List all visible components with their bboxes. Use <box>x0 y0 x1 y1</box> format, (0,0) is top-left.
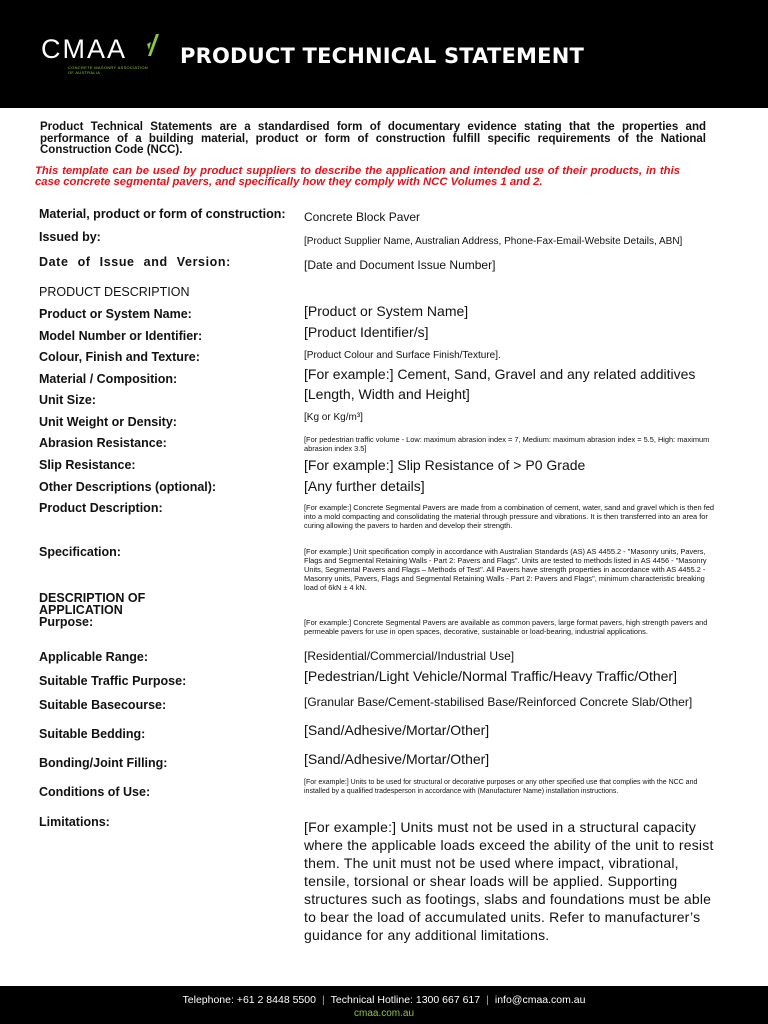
cmaa-logo <box>41 34 161 84</box>
footer-email-link[interactable]: info@cmaa.com.au <box>494 994 586 1006</box>
basecourse-label: Suitable Basecourse: <box>39 698 167 712</box>
intro-paragraph: Product Technical Statements are a standardised form of documentary evidence stating that the properties and performance of a building material, product or form of construction fulfill specific requirements of the National Construction Code (NCC). <box>40 121 706 156</box>
purpose-value: [For example:] Concrete Segmental Pavers are available as common pavers, large format pavers, high strength pavers and permeable pavers for use in open spaces, decorative, sustainable or load-bearing, industrial applications. <box>304 618 708 636</box>
issued-by-value: [Product Supplier Name, Australian Address, Phone-Fax-Email-Website Details, ABN] <box>304 236 683 247</box>
model-value: [Product Identifier/s] <box>304 324 429 340</box>
product-description-heading: PRODUCT DESCRIPTION <box>39 285 190 299</box>
issued-by-label: Issued by: <box>39 230 101 244</box>
colour-label: Colour, Finish and Texture: <box>39 350 200 364</box>
page-title: PRODUCT TECHNICAL STATEMENT <box>180 44 584 68</box>
colour-value: [Product Colour and Surface Finish/Texture]. <box>304 350 501 361</box>
slip-value: [For example:] Slip Resistance of > P0 Grade <box>304 457 586 473</box>
composition-label: Material / Composition: <box>39 372 178 386</box>
unit-size-label: Unit Size: <box>39 393 96 407</box>
logo-wordmark: CMAA <box>41 34 128 64</box>
abrasion-label: Abrasion Resistance: <box>39 436 167 450</box>
date-value: [Date and Document Issue Number] <box>304 258 496 272</box>
applicable-range-label: Applicable Range: <box>39 650 149 664</box>
footer-separator: | <box>486 994 489 1006</box>
material-value: Concrete Block Paver <box>304 210 421 224</box>
applicable-range-value: [Residential/Commercial/Industrial Use] <box>304 649 515 663</box>
product-description-value: [For example:] Concrete Segmental Pavers are made from a combination of cement, water, sand and gravel which is then fed into a mold compacting and consolidating the material through pressure and vibrations. It is then transferred into an area for curing allowing the pavers to harden and develop their strength. <box>304 503 714 530</box>
footer-hotline: Technical Hotline: 1300 667 617 <box>330 994 481 1006</box>
slip-label: Slip Resistance: <box>39 458 136 472</box>
specification-label: Specification: <box>39 545 121 559</box>
unit-weight-label: Unit Weight or Density: <box>39 415 177 429</box>
product-description-label: Product Description: <box>39 501 163 515</box>
logo-subtext: CONCRETE MASONRY ASSOCIATION OF AUSTRALIA <box>68 65 148 75</box>
purpose-label: Purpose: <box>39 615 94 629</box>
traffic-purpose-label: Suitable Traffic Purpose: <box>39 674 187 688</box>
footer-telephone: Telephone: +61 2 8448 5500 <box>182 994 316 1006</box>
joint-filling-label: Bonding/Joint Filling: <box>39 756 168 770</box>
abrasion-value: [For pedestrian traffic volume - Low: maximum abrasion index = 7, Medium: maximum abrasion index = 5.5, High: maximum abrasion index 3.5] <box>304 435 710 453</box>
specification-value: [For example:] Unit specification comply in accordance with Australian Standards (AS) AS 4455.2 - "Masonry units, Pavers, Flags and Segmental Retaining Walls - Part 2: Pavers and Flags". Units are tested to methods listed in AS 4456 - "Masonry Units, Segmental Pavers and Flags – Methods of Test". All Pavers have strength properties in accordance with AS 4455.2 - Masonry units, Pavers, Flags and Segmental Retaining Walls - Part 2: Pavers and Flags", minimum characteristic breaking load of 6kN ± 4 kN. <box>304 547 707 592</box>
header-bar <box>0 0 768 108</box>
model-label: Model Number or Identifier: <box>39 329 203 343</box>
footer-bar <box>0 986 768 1024</box>
footer-separator: | <box>321 994 325 1006</box>
product-name-label: Product or System Name: <box>39 307 192 321</box>
application-heading: DESCRIPTION OF APPLICATION <box>39 591 146 617</box>
conditions-value: [For example:] Units to be used for structural or decorative purposes or any other specified use that complies with the NCC and installed by a qualified tradesperson in accordance with (Manufacturer Name) installation instructions. <box>304 779 698 795</box>
date-label: Date of Issue and Version: <box>39 255 231 269</box>
limitations-value: [For example:] Units must not be used in a structural capacity where the applicable loads exceed the ability of the unit to resist them. The unit must not be used where impact, vibrational, tensile, torsional or shear loads will be applied. Supporting structures such as footings, slabs and foundations must be able to bear the load of accumulated units. Refer to manufacturer’s guidance for any additional limitations. <box>304 819 714 943</box>
joint-filling-value: [Sand/Adhesive/Mortar/Other] <box>304 751 490 767</box>
footer-contact-line <box>0 994 768 1006</box>
template-note: This template can be used by product suppliers to describe the application and intended use of their products, in this case concrete segmental pavers, and specifically how they comply with NCC Volumes 1 and 2. <box>35 165 680 189</box>
limitations-label: Limitations: <box>39 815 110 829</box>
leaf-icon <box>145 34 159 58</box>
footer-website-link[interactable]: cmaa.com.au <box>353 1008 415 1019</box>
product-name-value: [Product or System Name] <box>304 303 469 319</box>
traffic-purpose-value: [Pedestrian/Light Vehicle/Normal Traffic/Heavy Traffic/Other] <box>304 668 677 684</box>
bedding-value: [Sand/Adhesive/Mortar/Other] <box>304 722 490 738</box>
unit-weight-value: [Kg or Kg/m³] <box>304 412 363 423</box>
material-label: Material, product or form of construction: <box>39 207 286 221</box>
basecourse-value: [Granular Base/Cement-stabilised Base/Reinforced Concrete Slab/Other] <box>304 695 693 709</box>
other-descriptions-label: Other Descriptions (optional): <box>39 480 217 494</box>
conditions-label: Conditions of Use: <box>39 785 151 799</box>
unit-size-value: [Length, Width and Height] <box>304 386 470 402</box>
other-descriptions-value: [Any further details] <box>304 478 425 494</box>
bedding-label: Suitable Bedding: <box>39 727 146 741</box>
composition-value: [For example:] Cement, Sand, Gravel and any related additives <box>304 366 696 382</box>
